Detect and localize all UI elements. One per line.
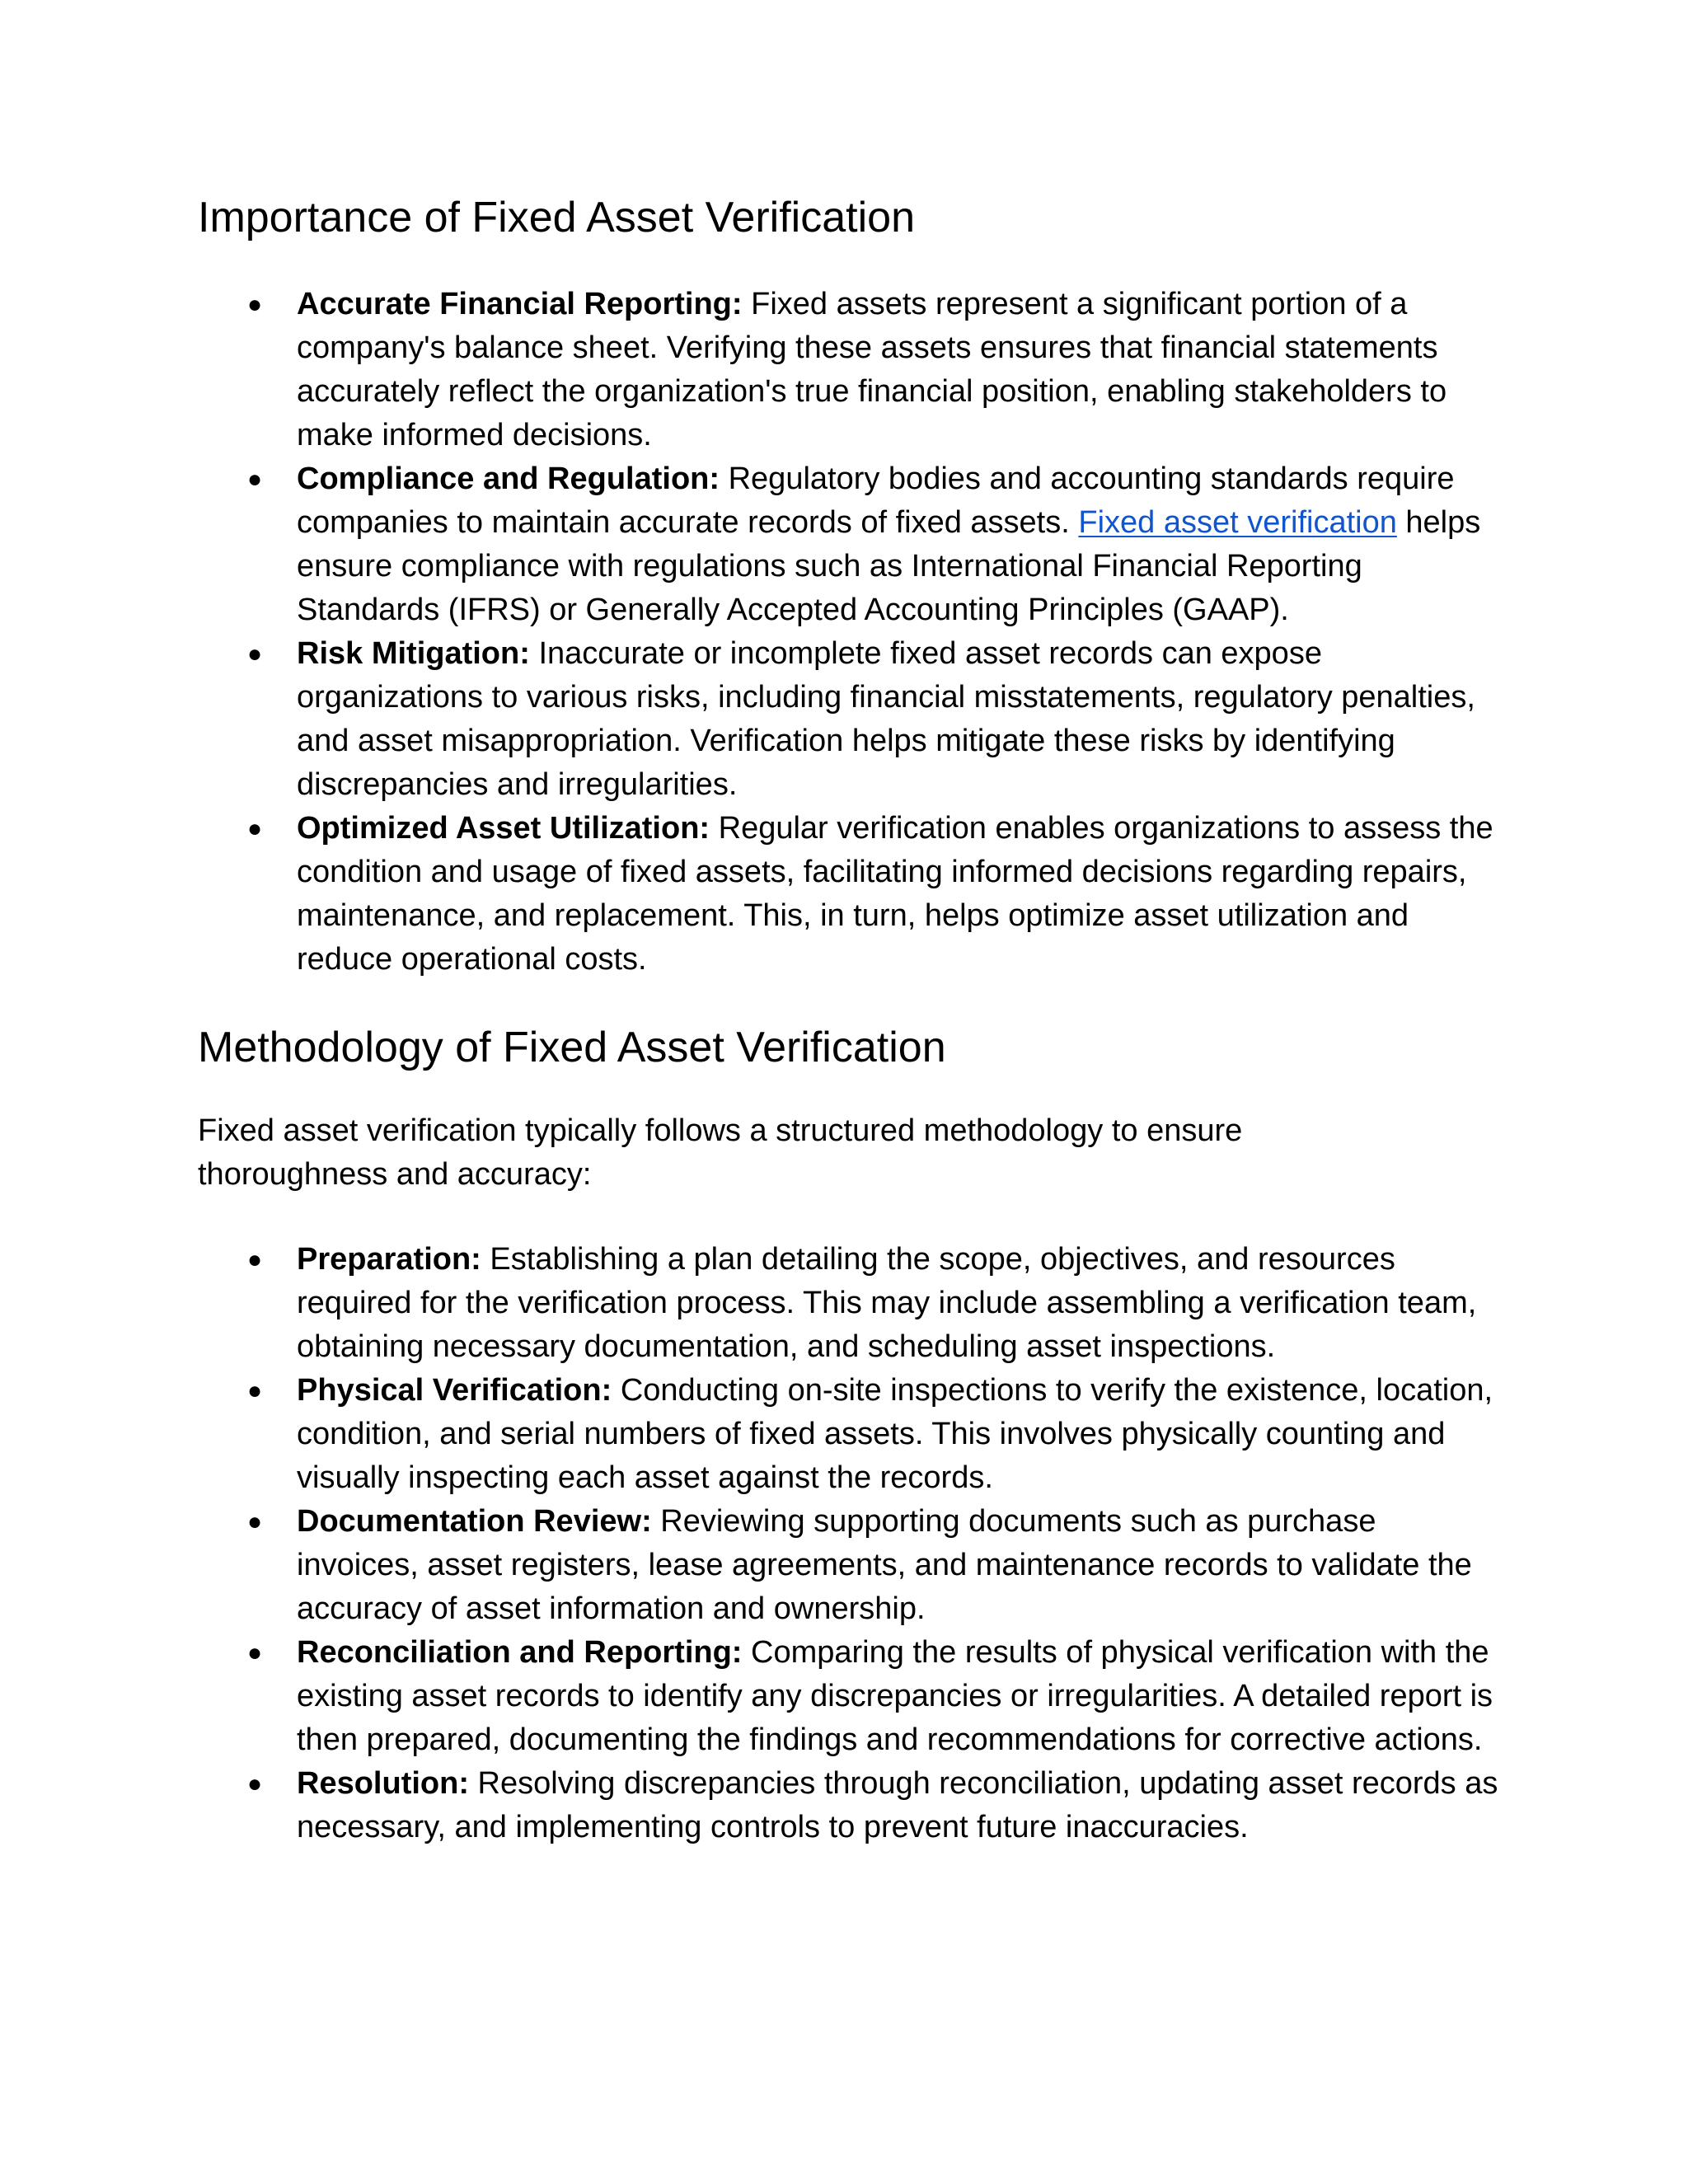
bullet-icon: ● <box>247 1246 263 1273</box>
bullet-icon: ● <box>247 466 263 493</box>
fixed-asset-verification-link[interactable]: Fixed asset verification <box>1078 505 1397 540</box>
item-text: Inaccurate or incomplete fixed asset records can expose organizations to various risks, including financial misstatements, regulatory penalties, and asset misappropriation. Verification helps mitigate these risks by identifying discrepancies and irregularities. <box>297 636 1475 802</box>
item-text: Conducting on-site inspections to verify the existence, location, condition, and serial numbers of fixed assets. This involves physically counting and visually inspecting each asset against the records. <box>297 1373 1493 1495</box>
section-heading-methodology: Methodology of Fixed Asset Verification <box>198 1024 946 1071</box>
item-text: Reviewing supporting documents such as purchase invoices, asset registers, lease agreements, and maintenance records to validate the accuracy of asset information and ownership. <box>297 1504 1472 1626</box>
document-page <box>198 191 1500 1849</box>
bullet-icon: ● <box>247 815 263 842</box>
list-item <box>198 283 1500 457</box>
bullet-icon: ● <box>247 1508 263 1535</box>
item-term: Reconciliation and Reporting: <box>297 1635 743 1670</box>
item-text: helps ensure compliance with regulations such as International Financial Reporting Standards (IFRS) or Generally Accepted Accounting Principles (GAAP). <box>297 505 1481 627</box>
item-text: Fixed assets represent a significant portion of a company's balance sheet. Verifying these assets ensures that financial statements accurately reflect the organization's true financial position, enabling stakeholders to make informed decisions. <box>297 287 1447 452</box>
list-item <box>198 457 1500 632</box>
bullet-icon: ● <box>247 291 263 318</box>
list-item <box>198 1238 1500 1369</box>
section-heading-importance: Importance of Fixed Asset Verification <box>198 194 915 241</box>
list-item <box>198 1500 1500 1631</box>
bullet-icon: ● <box>247 1639 263 1666</box>
bullet-icon: ● <box>247 1770 263 1797</box>
list-item <box>198 1369 1500 1500</box>
item-text: Regulatory bodies and accounting standards require companies to maintain accurate records of fixed assets. <box>297 462 1455 540</box>
methodology-intro: Fixed asset verification typically follows a structured methodology to ensure thoroughness and accuracy: <box>198 1113 1243 1192</box>
item-term: Physical Verification: <box>297 1373 612 1408</box>
item-text: Establishing a plan detailing the scope, objectives, and resources required for the verification process. This may include assembling a verification team, obtaining necessary documentation, and scheduling asset inspections. <box>297 1242 1477 1364</box>
item-text: Resolving discrepancies through reconciliation, updating asset records as necessary, and implementing controls to prevent future inaccuracies. <box>297 1766 1498 1844</box>
item-term: Resolution: <box>297 1766 469 1801</box>
item-term: Documentation Review: <box>297 1504 652 1539</box>
item-term: Compliance and Regulation: <box>297 462 720 496</box>
list-item <box>198 1631 1500 1762</box>
item-term: Accurate Financial Reporting: <box>297 287 743 321</box>
bullet-icon: ● <box>247 1377 263 1404</box>
importance-list <box>198 283 1500 982</box>
list-item <box>198 1762 1500 1849</box>
item-text: Regular verification enables organizations to assess the condition and usage of fixed assets, facilitating informed decisions regarding repairs, maintenance, and replacement. This, in turn, helps optimize asset utilization and reduce operational costs. <box>297 811 1493 977</box>
item-text: Comparing the results of physical verification with the existing asset records to identify any discrepancies or irregularities. A detailed report is then prepared, documenting the findings and recommendations for corrective actions. <box>297 1635 1493 1757</box>
list-item <box>198 632 1500 807</box>
item-term: Preparation: <box>297 1242 481 1277</box>
methodology-list <box>198 1238 1500 1849</box>
item-term: Risk Mitigation: <box>297 636 530 671</box>
list-item <box>198 807 1500 982</box>
bullet-icon: ● <box>247 640 263 668</box>
item-term: Optimized Asset Utilization: <box>297 811 710 846</box>
